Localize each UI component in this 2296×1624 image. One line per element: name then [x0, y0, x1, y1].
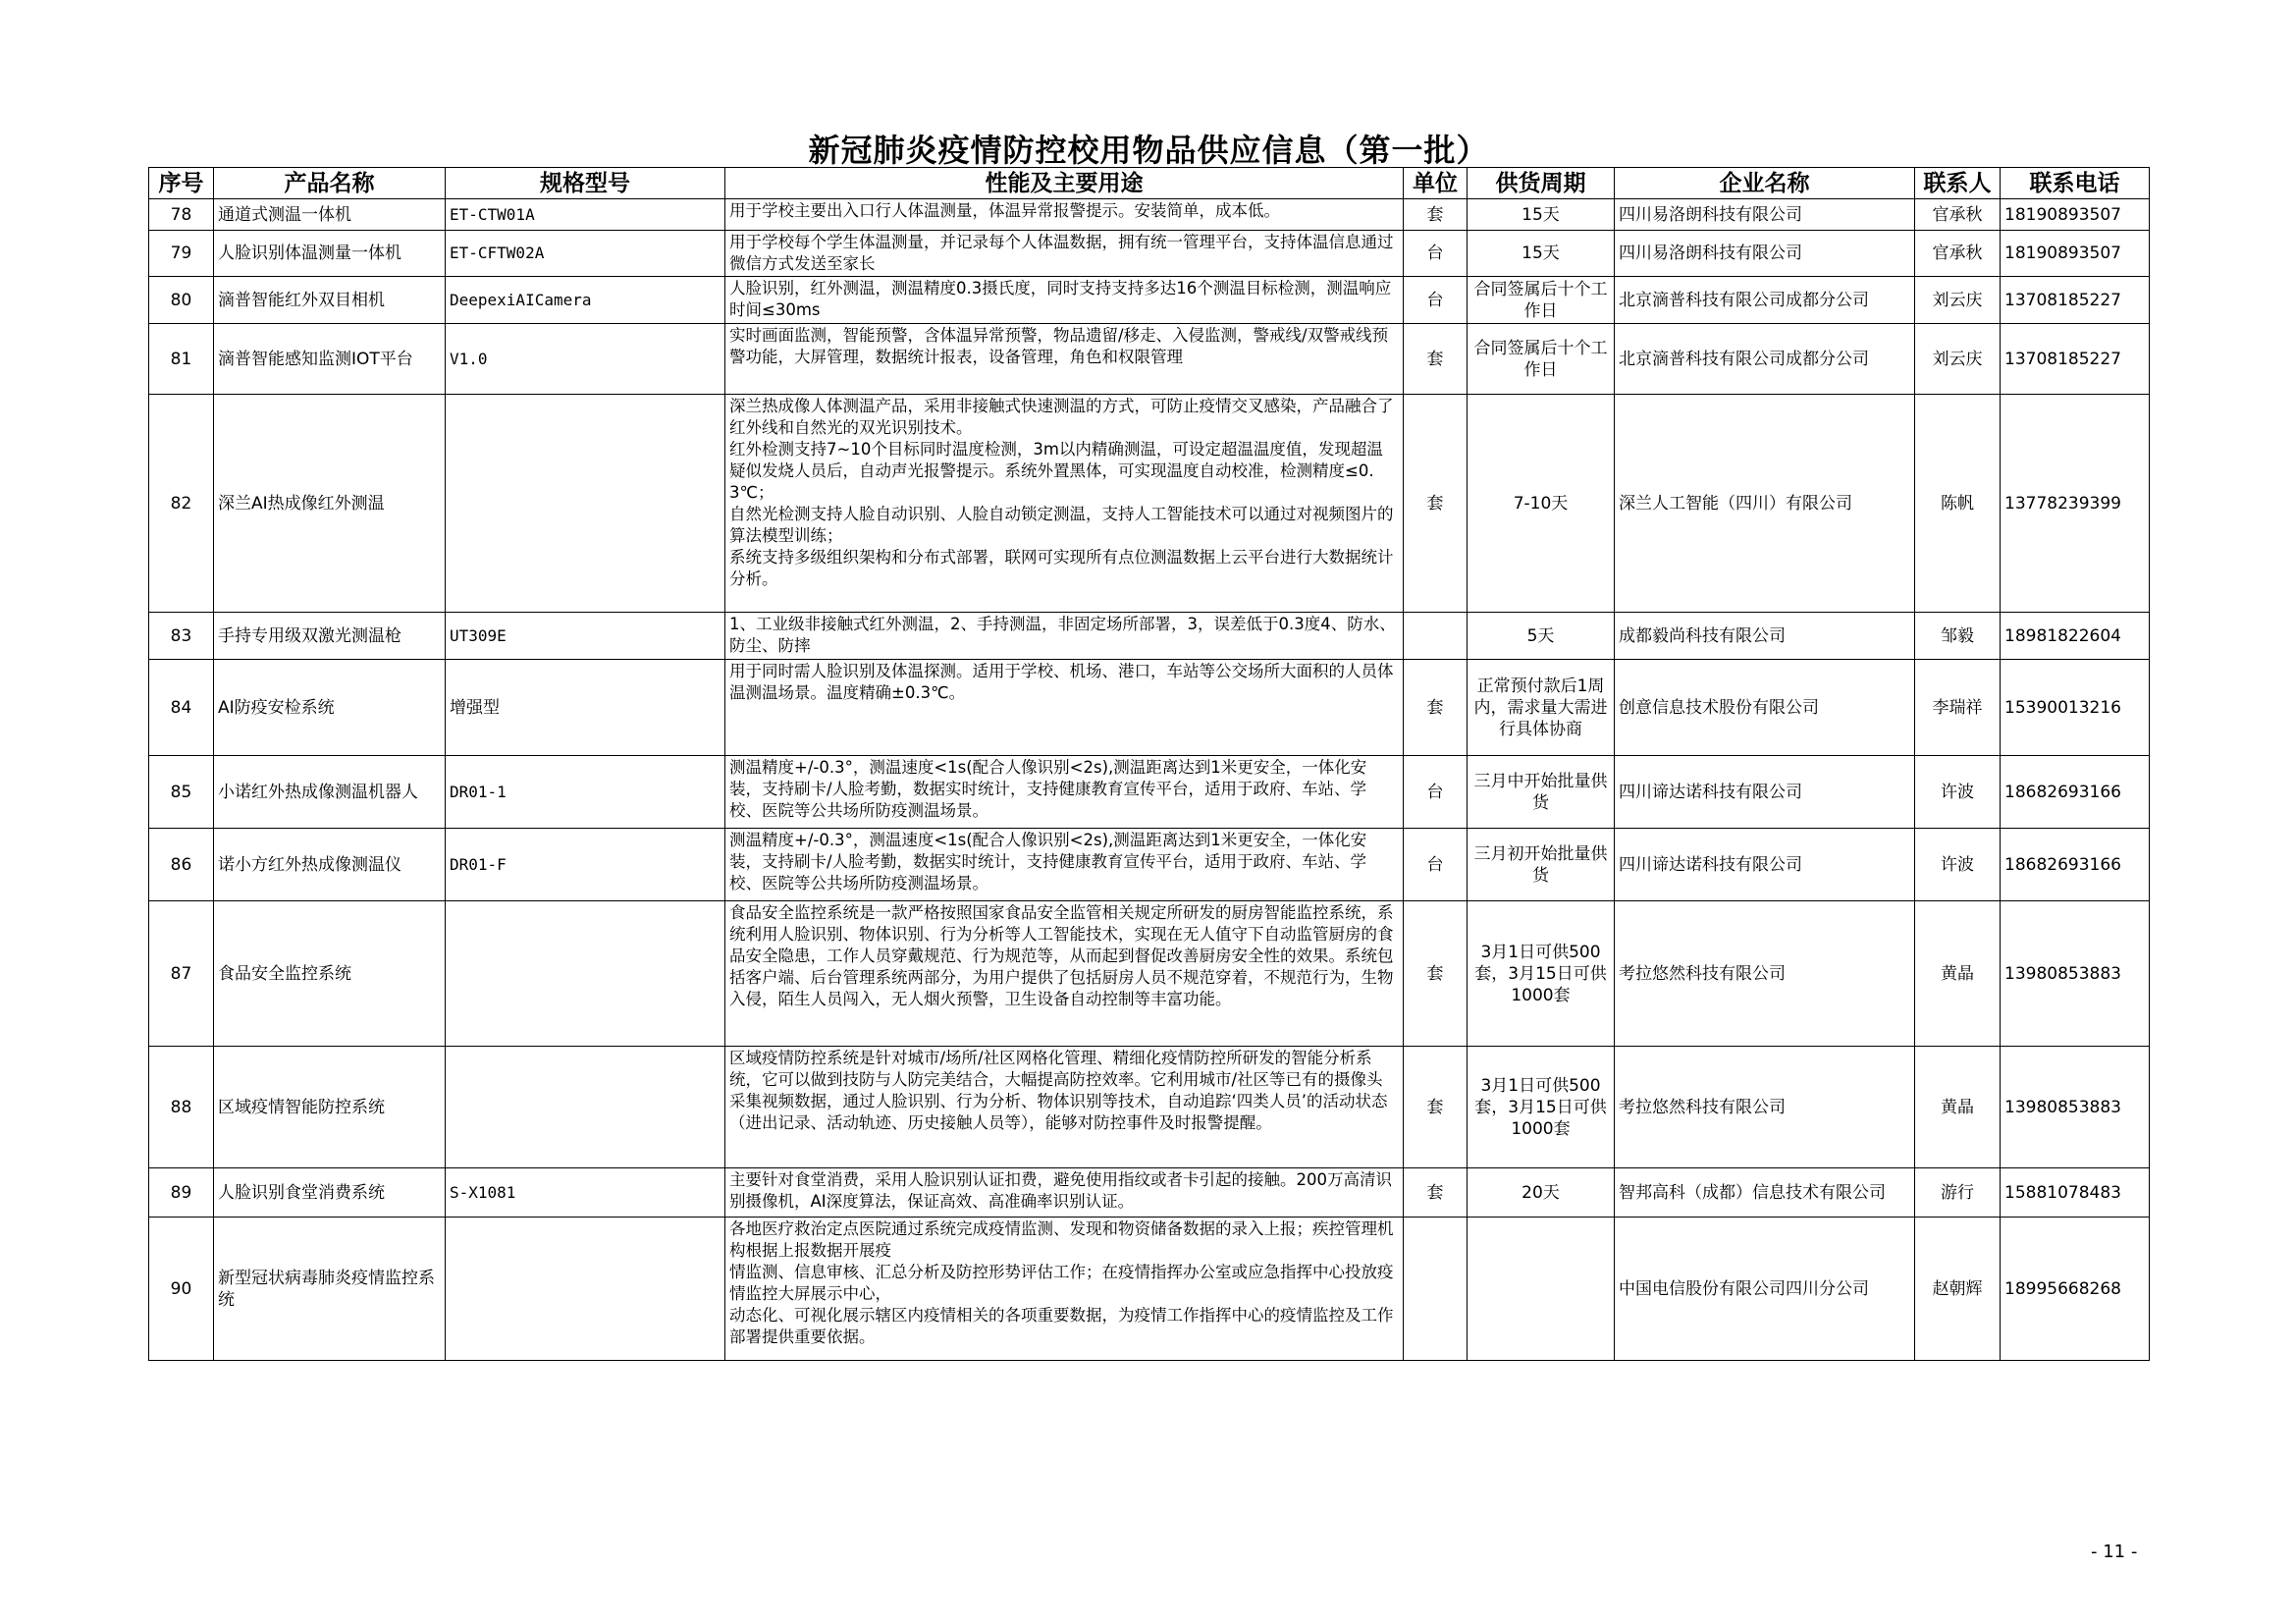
cell-name: 滴普智能红外双目相机 [214, 277, 446, 324]
cell-desc: 人脸识别，红外测温，测温精度0.3摄氏度，同时支持支持多达16个测温目标检测，测温响应时间≤30ms [725, 277, 1404, 324]
cell-unit: 套 [1404, 660, 1468, 756]
cell-company: 智邦高科（成都）信息技术有限公司 [1615, 1168, 1915, 1218]
cell-desc: 测温精度+/-0.3°，测温速度<1s(配合人像识别<2s),测温距离达到1米更安全，一体化安装，支持刷卡/人脸考勤，数据实时统计，支持健康教育宣传平台，适用于政府、车站、学校、医院等公共场所防疫测温场景。 [725, 756, 1404, 829]
cell-no: 80 [149, 277, 214, 324]
cell-desc: 深兰热成像人体测温产品，采用非接触式快速测温的方式，可防止疫情交叉感染，产品融合了红外线和自然光的双光识别技术。 红外检测支持7~10个目标同时温度检测，3m以内精确测温，可设定超温温度值，发现超温疑似发烧人员后，自动声光报警提示。系统外置黑体，可实现温度自动校准，检测精度≤0.3℃； 自然光检测支持人脸自动识别、人脸自动锁定测温，支持人工智能技术可以通过对视频图片的算法模型训练； 系统支持多级组织架构和分布式部署，联网可实现所有点位测温数据上云平台进行大数据统计分析。 [725, 395, 1404, 613]
cell-model: ET-CTW01A [446, 199, 725, 231]
cell-no: 84 [149, 660, 214, 756]
cell-company: 考拉悠然科技有限公司 [1615, 901, 1915, 1047]
cell-name: 诺小方红外热成像测温仪 [214, 829, 446, 901]
cell-model: V1.0 [446, 324, 725, 395]
cell-unit: 套 [1404, 901, 1468, 1047]
table-row [149, 829, 2150, 901]
cell-desc: 用于学校主要出入口行人体温测量，体温异常报警提示。安装简单，成本低。 [725, 199, 1404, 231]
cell-cycle: 3月1日可供500套，3月15日可供1000套 [1468, 1047, 1615, 1168]
cell-model [446, 1047, 725, 1168]
cell-desc: 实时画面监测，智能预警，含体温异常预警，物品遗留/移走、入侵监测，警戒线/双警戒线预警功能，大屏管理，数据统计报表，设备管理，角色和权限管理 [725, 324, 1404, 395]
cell-company: 四川易洛朗科技有限公司 [1615, 199, 1915, 231]
cell-cycle: 15天 [1468, 199, 1615, 231]
cell-contact: 黄晶 [1915, 901, 2001, 1047]
column-header-company: 企业名称 [1615, 168, 1915, 199]
cell-company: 四川谛达诺科技有限公司 [1615, 756, 1915, 829]
table-row [149, 901, 2150, 1047]
cell-company: 深兰人工智能（四川）有限公司 [1615, 395, 1915, 613]
cell-cycle: 5天 [1468, 613, 1615, 660]
cell-cycle: 三月中开始批量供货 [1468, 756, 1615, 829]
cell-model [446, 901, 725, 1047]
cell-no: 90 [149, 1218, 214, 1361]
cell-model: DR01-F [446, 829, 725, 901]
cell-phone: 13980853883 [2001, 1047, 2150, 1168]
table-row [149, 1047, 2150, 1168]
table-row [149, 756, 2150, 829]
cell-model: DR01-1 [446, 756, 725, 829]
cell-company: 四川易洛朗科技有限公司 [1615, 231, 1915, 277]
cell-phone: 18682693166 [2001, 829, 2150, 901]
cell-contact: 邹毅 [1915, 613, 2001, 660]
cell-unit: 台 [1404, 277, 1468, 324]
cell-unit: 台 [1404, 756, 1468, 829]
cell-contact: 许波 [1915, 756, 2001, 829]
cell-model: ET-CFTW02A [446, 231, 725, 277]
cell-no: 82 [149, 395, 214, 613]
cell-name: 手持专用级双激光测温枪 [214, 613, 446, 660]
cell-no: 87 [149, 901, 214, 1047]
cell-phone: 15881078483 [2001, 1168, 2150, 1218]
table-row [149, 1218, 2150, 1361]
cell-contact: 游行 [1915, 1168, 2001, 1218]
column-header-name: 产品名称 [214, 168, 446, 199]
cell-contact: 刘云庆 [1915, 324, 2001, 395]
cell-desc: 各地医疗救治定点医院通过系统完成疫情监测、发现和物资储备数据的录入上报；疾控管理机构根据上报数据开展疫 情监测、信息审核、汇总分析及防控形势评估工作；在疫情指挥办公室或应急指挥中心投放疫情监控大屏展示中心， 动态化、可视化展示辖区内疫情相关的各项重要数据，为疫情工作指挥中心的疫情监控及工作部署提供重要依据。 [725, 1218, 1404, 1361]
cell-cycle: 三月初开始批量供货 [1468, 829, 1615, 901]
cell-no: 85 [149, 756, 214, 829]
supply-table [148, 167, 2150, 1361]
cell-phone: 13708185227 [2001, 324, 2150, 395]
cell-cycle: 正常预付款后1周内，需求量大需进行具体协商 [1468, 660, 1615, 756]
cell-name: 深兰AI热成像红外测温 [214, 395, 446, 613]
cell-phone: 18682693166 [2001, 756, 2150, 829]
cell-no: 88 [149, 1047, 214, 1168]
cell-contact: 赵朝辉 [1915, 1218, 2001, 1361]
cell-contact: 陈帆 [1915, 395, 2001, 613]
cell-phone: 18190893507 [2001, 231, 2150, 277]
cell-phone: 18995668268 [2001, 1218, 2150, 1361]
cell-name: 滴普智能感知监测IOT平台 [214, 324, 446, 395]
cell-unit [1404, 613, 1468, 660]
cell-no: 83 [149, 613, 214, 660]
cell-name: 人脸识别体温测量一体机 [214, 231, 446, 277]
cell-contact: 许波 [1915, 829, 2001, 901]
cell-company: 创意信息技术股份有限公司 [1615, 660, 1915, 756]
column-header-unit: 单位 [1404, 168, 1468, 199]
cell-model: UT309E [446, 613, 725, 660]
cell-desc: 1、工业级非接触式红外测温，2、手持测温，非固定场所部署，3，误差低于0.3度4、防水、防尘、防摔 [725, 613, 1404, 660]
table-header-row [149, 168, 2150, 199]
column-header-desc: 性能及主要用途 [725, 168, 1404, 199]
cell-name: 人脸识别食堂消费系统 [214, 1168, 446, 1218]
cell-model: 增强型 [446, 660, 725, 756]
column-header-no: 序号 [149, 168, 214, 199]
table-row [149, 613, 2150, 660]
cell-company: 四川谛达诺科技有限公司 [1615, 829, 1915, 901]
cell-desc: 用于同时需人脸识别及体温探测。适用于学校、机场、港口，车站等公交场所大面积的人员体温测温场景。温度精确±0.3℃。 [725, 660, 1404, 756]
cell-no: 89 [149, 1168, 214, 1218]
page-title: 新冠肺炎疫情防控校用物品供应信息（第一批） [808, 132, 1489, 169]
cell-contact: 刘云庆 [1915, 277, 2001, 324]
cell-company: 成都毅尚科技有限公司 [1615, 613, 1915, 660]
cell-no: 79 [149, 231, 214, 277]
table-row [149, 1168, 2150, 1218]
cell-name: 区域疫情智能防控系统 [214, 1047, 446, 1168]
cell-contact: 官承秋 [1915, 231, 2001, 277]
cell-unit: 套 [1404, 1047, 1468, 1168]
cell-cycle: 7-10天 [1468, 395, 1615, 613]
cell-model [446, 395, 725, 613]
table-row [149, 231, 2150, 277]
cell-cycle: 3月1日可供500套，3月15日可供1000套 [1468, 901, 1615, 1047]
cell-unit: 套 [1404, 395, 1468, 613]
table-row [149, 660, 2150, 756]
cell-phone: 18981822604 [2001, 613, 2150, 660]
cell-phone: 18190893507 [2001, 199, 2150, 231]
cell-no: 78 [149, 199, 214, 231]
cell-company: 考拉悠然科技有限公司 [1615, 1047, 1915, 1168]
cell-company: 北京滴普科技有限公司成都分公司 [1615, 277, 1915, 324]
cell-model [446, 1218, 725, 1361]
cell-unit: 套 [1404, 324, 1468, 395]
cell-phone: 15390013216 [2001, 660, 2150, 756]
cell-company: 中国电信股份有限公司四川分公司 [1615, 1218, 1915, 1361]
cell-name: 通道式测温一体机 [214, 199, 446, 231]
cell-desc: 区域疫情防控系统是针对城市/场所/社区网格化管理、精细化疫情防控所研发的智能分析系统，它可以做到技防与人防完美结合，大幅提高防控效率。它利用城市/社区等已有的摄像头采集视频数据，通过人脸识别、行为分析、物体识别等技术，自动追踪‘四类人员’的活动状态（进出记录、活动轨迹、历史接触人员等），能够对防控事件及时报警提醒。 [725, 1047, 1404, 1168]
column-header-model: 规格型号 [446, 168, 725, 199]
cell-unit: 台 [1404, 231, 1468, 277]
cell-contact: 黄晶 [1915, 1047, 2001, 1168]
cell-unit: 套 [1404, 1168, 1468, 1218]
cell-cycle: 合同签属后十个工作日 [1468, 324, 1615, 395]
cell-phone: 13778239399 [2001, 395, 2150, 613]
cell-unit: 台 [1404, 829, 1468, 901]
cell-desc: 用于学校每个学生体温测量，并记录每个人体温数据，拥有统一管理平台，支持体温信息通过微信方式发送至家长 [725, 231, 1404, 277]
cell-desc: 测温精度+/-0.3°，测温速度<1s(配合人像识别<2s),测温距离达到1米更安全，一体化安装，支持刷卡/人脸考勤，数据实时统计，支持健康教育宣传平台，适用于政府、车站、学校、医院等公共场所防疫测温场景。 [725, 829, 1404, 901]
page-number: - 11 - [2091, 1542, 2138, 1562]
cell-contact: 官承秋 [1915, 199, 2001, 231]
column-header-contact: 联系人 [1915, 168, 2001, 199]
cell-model: S-X1081 [446, 1168, 725, 1218]
column-header-phone: 联系电话 [2001, 168, 2150, 199]
table-row [149, 199, 2150, 231]
cell-name: 小诺红外热成像测温机器人 [214, 756, 446, 829]
cell-name: 食品安全监控系统 [214, 901, 446, 1047]
cell-phone: 13708185227 [2001, 277, 2150, 324]
cell-desc: 食品安全监控系统是一款严格按照国家食品安全监管相关规定所研发的厨房智能监控系统，系统利用人脸识别、物体识别、行为分析等人工智能技术，实现在无人值守下自动监管厨房的食品安全隐患，工作人员穿戴规范、行为规范等，从而起到督促改善厨房安全性的效果。系统包括客户端、后台管理系统两部分，为用户提供了包括厨房人员不规范穿着，不规范行为，生物入侵，陌生人员闯入，无人烟火预警，卫生设备自动控制等丰富功能。 [725, 901, 1404, 1047]
cell-contact: 李瑞祥 [1915, 660, 2001, 756]
table-row [149, 324, 2150, 395]
cell-cycle: 20天 [1468, 1168, 1615, 1218]
cell-no: 81 [149, 324, 214, 395]
cell-phone: 13980853883 [2001, 901, 2150, 1047]
table-row [149, 277, 2150, 324]
cell-unit [1404, 1218, 1468, 1361]
cell-no: 86 [149, 829, 214, 901]
cell-cycle: 合同签属后十个工作日 [1468, 277, 1615, 324]
cell-unit: 套 [1404, 199, 1468, 231]
cell-name: 新型冠状病毒肺炎疫情监控系统 [214, 1218, 446, 1361]
cell-cycle: 15天 [1468, 231, 1615, 277]
cell-desc: 主要针对食堂消费，采用人脸识别认证扣费，避免使用指纹或者卡引起的接触。200万高清识别摄像机，AI深度算法，保证高效、高准确率识别认证。 [725, 1168, 1404, 1218]
cell-cycle [1468, 1218, 1615, 1361]
cell-model: DeepexiAICamera [446, 277, 725, 324]
cell-name: AI防疫安检系统 [214, 660, 446, 756]
cell-company: 北京滴普科技有限公司成都分公司 [1615, 324, 1915, 395]
column-header-cycle: 供货周期 [1468, 168, 1615, 199]
table-row [149, 395, 2150, 613]
